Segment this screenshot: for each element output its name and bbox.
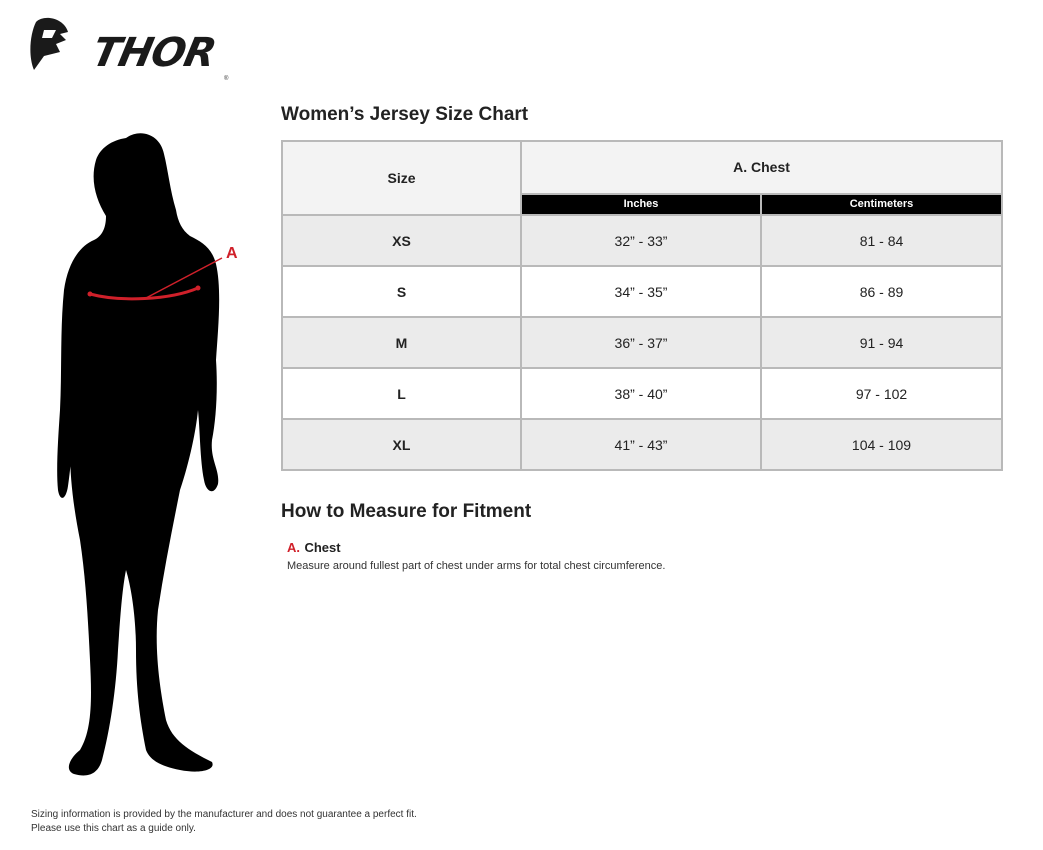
disclaimer: [31, 808, 417, 836]
size-cell: M: [282, 317, 521, 368]
centimeters-cell: 81 - 84: [761, 215, 1002, 266]
woman-silhouette-figure: [40, 130, 250, 780]
table-row: [282, 317, 1002, 368]
size-cell: XS: [282, 215, 521, 266]
measure-item-chest: [287, 539, 665, 572]
how-to-measure-title: How to Measure for Fitment: [281, 501, 532, 522]
thor-logo: [30, 16, 229, 82]
centimeters-cell: 91 - 94: [761, 317, 1002, 368]
size-cell: XL: [282, 419, 521, 470]
inches-cell: 32” - 33”: [521, 215, 761, 266]
table-row: [282, 215, 1002, 266]
chest-column-header: A. Chest: [521, 141, 1002, 194]
size-chart-title: Women’s Jersey Size Chart: [281, 104, 529, 125]
logo-wordmark: THOR: [88, 30, 220, 76]
inches-column-header: Inches: [521, 194, 761, 215]
centimeters-cell: 97 - 102: [761, 368, 1002, 419]
inches-cell: 34” - 35”: [521, 266, 761, 317]
table-row: [282, 419, 1002, 470]
trademark-symbol: ®: [224, 76, 229, 82]
table-row: [282, 266, 1002, 317]
inches-cell: 36” - 37”: [521, 317, 761, 368]
disclaimer-line-1: Sizing information is provided by the manufacturer and does not guarantee a perfect fit.: [31, 809, 417, 820]
measure-item-name: Chest: [304, 540, 341, 555]
helmet-logo-icon: [30, 16, 70, 72]
size-cell: L: [282, 368, 521, 419]
disclaimer-line-2: Please use this chart as a guide only.: [31, 823, 196, 834]
inches-cell: 41” - 43”: [521, 419, 761, 470]
centimeters-column-header: Centimeters: [761, 194, 1002, 215]
size-chart-table: [281, 140, 1003, 471]
chest-marker-label: A: [226, 245, 238, 262]
measure-item-letter: A.: [287, 540, 300, 555]
inches-cell: 38” - 40”: [521, 368, 761, 419]
table-row: [282, 368, 1002, 419]
centimeters-cell: 86 - 89: [761, 266, 1002, 317]
size-cell: S: [282, 266, 521, 317]
centimeters-cell: 104 - 109: [761, 419, 1002, 470]
measure-item-description: Measure around fullest part of chest under arms for total chest circumference.: [287, 560, 666, 572]
size-column-header: Size: [282, 141, 521, 215]
